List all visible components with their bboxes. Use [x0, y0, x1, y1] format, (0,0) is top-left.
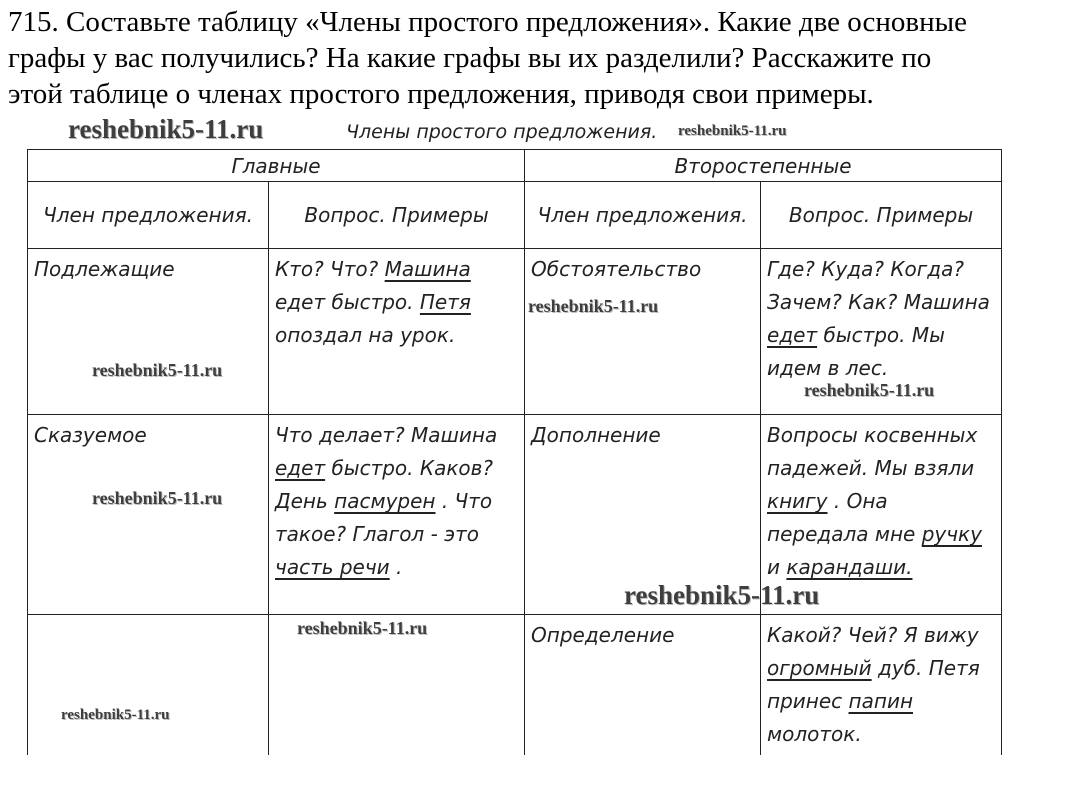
member-name: Определение — [531, 623, 675, 647]
table-row — [28, 150, 1002, 182]
table-caption: Члены простого предложения. — [346, 121, 658, 143]
underlined-word: огромный — [767, 656, 872, 680]
underlined-word: едет — [767, 323, 818, 347]
watermark: reshebnik5-11.ru — [68, 114, 264, 144]
cell-sec-question: Вопросы косвенных падежей. Мы взяли книгу . Она передала мне ручку и карандаши. — [761, 415, 1002, 615]
member-name: Обстоятельство — [531, 257, 702, 281]
cell-sec-question: Где? Куда? Когда? Зачем? Как? Машина едет быстро. Мы идем в лес. — [761, 249, 1002, 415]
member-name: Подлежащие — [34, 257, 175, 281]
header-question: Вопрос. Примеры — [761, 182, 1002, 249]
underlined-word: ручку — [921, 522, 982, 546]
cell-main-member — [28, 249, 269, 415]
task-text — [8, 4, 1074, 112]
task-line-2: графы у вас получились? На какие графы вы их разделили? Расскажите по — [8, 42, 932, 74]
members-table — [27, 149, 1002, 755]
cell-main-member — [28, 415, 269, 615]
table-row — [28, 182, 1002, 249]
cell-main-member — [28, 615, 269, 756]
header-member: Член предложения. — [28, 182, 269, 249]
table-row — [28, 615, 1002, 756]
underlined-word: Петя — [419, 290, 471, 314]
watermark: reshebnik5-11.ru — [624, 580, 820, 610]
task-line-1: 715. Составьте таблицу «Члены простого предложения». Какие две основные — [8, 6, 967, 38]
underlined-word: Машина — [384, 257, 471, 281]
underlined-word: часть речи — [275, 555, 390, 579]
header-main: Главные — [28, 150, 525, 182]
cell-main-question: Кто? Что? Машина едет быстро. Петя опоздал на урок. — [269, 249, 525, 415]
watermark: reshebnik5-11.ru — [92, 488, 223, 508]
member-name: Дополнение — [531, 423, 661, 447]
cell-sec-member — [525, 249, 761, 415]
cell-sec-question: Какой? Чей? Я вижу огромный дуб. Петя принес папин молоток. — [761, 615, 1002, 756]
underlined-word: книгу — [767, 489, 828, 513]
header-member: Член предложения. — [525, 182, 761, 249]
watermark: reshebnik5-11.ru — [297, 618, 428, 638]
watermark: reshebnik5-11.ru — [528, 296, 659, 316]
watermark: reshebnik5-11.ru — [92, 360, 223, 380]
member-name: Сказуемое — [34, 423, 147, 447]
watermark: reshebnik5-11.ru — [804, 380, 935, 400]
table-row — [28, 415, 1002, 615]
watermark: reshebnik5-11.ru — [678, 123, 787, 139]
cell-sec-member — [525, 615, 761, 756]
task-line-3: этой таблице о членах простого предложения, приводя свои примеры. — [8, 78, 874, 110]
cell-main-question: Что делает? Машина едет быстро. Каков? День пасмурен . Что такое? Глагол - это часть речи . — [269, 415, 525, 615]
underlined-word: едет — [275, 456, 326, 480]
header-question: Вопрос. Примеры — [269, 182, 525, 249]
underlined-word: карандаши. — [786, 555, 913, 579]
header-secondary: Второстепенные — [525, 150, 1002, 182]
underlined-word: папин — [848, 689, 914, 713]
underlined-word: пасмурен — [334, 489, 436, 513]
watermark: reshebnik5-11.ru — [61, 707, 170, 723]
